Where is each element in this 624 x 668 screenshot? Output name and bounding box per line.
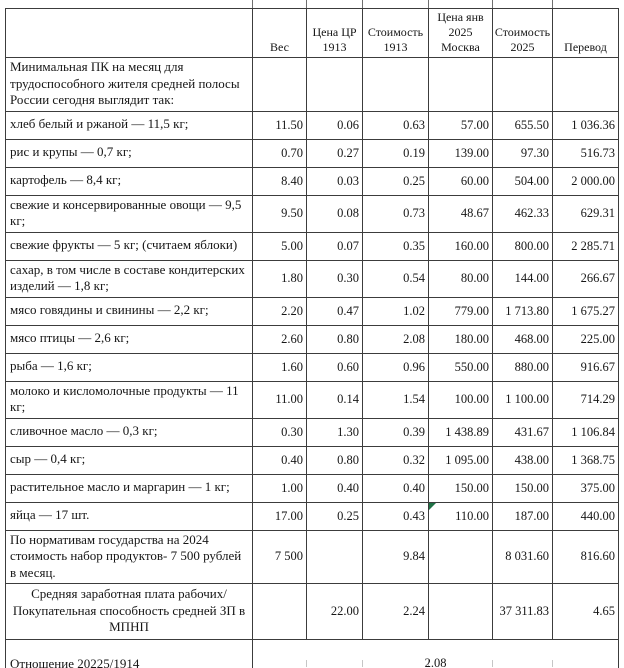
cell-text: 187.00 bbox=[514, 508, 549, 523]
cell-text: 0.60 bbox=[337, 359, 359, 374]
cena-cr-1913-cell bbox=[307, 584, 363, 640]
stoimost-2025-cell bbox=[493, 502, 553, 530]
cena-yanv-2025-moskva-cell bbox=[429, 232, 493, 260]
stoimost-2025-cell bbox=[493, 139, 553, 167]
cena-cr-1913-cell bbox=[307, 381, 363, 418]
ves-cell bbox=[253, 325, 307, 353]
table-row bbox=[6, 139, 619, 167]
cell-text: 266.67 bbox=[580, 271, 615, 285]
cena-cr-1913-cell bbox=[307, 232, 363, 260]
perevod-cell bbox=[553, 325, 619, 353]
cell-text: 0.25 bbox=[403, 173, 425, 188]
stoimost-1913-cell bbox=[363, 195, 429, 232]
perevod-cell bbox=[553, 260, 619, 297]
cell-text: 0.19 bbox=[403, 145, 425, 160]
cell-text: 2 000.00 bbox=[571, 173, 615, 188]
stoimost-1913-cell bbox=[363, 381, 429, 418]
cell-text: 0.08 bbox=[337, 206, 359, 220]
stoimost-2025-cell bbox=[493, 353, 553, 381]
cell-text: 225.00 bbox=[580, 331, 615, 346]
header-cell-ves: Вес bbox=[253, 9, 307, 58]
header-cell-cena-cr-1913: Цена ЦР 1913 bbox=[307, 9, 363, 58]
cell-text: 431.67 bbox=[514, 424, 549, 439]
cell-text: По нормативам государства на 2024 стоимость набор продуктов- 7 500 рублей в месяц. bbox=[10, 531, 242, 580]
perevod-cell bbox=[553, 195, 619, 232]
stoimost-2025-cell bbox=[493, 58, 553, 112]
cell-text: 1.80 bbox=[281, 271, 303, 285]
cell-text: 9.50 bbox=[281, 206, 303, 220]
ves-cell bbox=[253, 139, 307, 167]
cena-cr-1913-cell bbox=[307, 502, 363, 530]
cell-text: 1 713.80 bbox=[505, 303, 549, 318]
cena-cr-1913-cell bbox=[307, 139, 363, 167]
cell-text: 0.30 bbox=[337, 271, 359, 285]
stoimost-2025-cell bbox=[493, 474, 553, 502]
stoimost-1913-cell bbox=[363, 353, 429, 381]
cell-text: 110.00 bbox=[455, 508, 489, 523]
cena-cr-1913-cell bbox=[307, 446, 363, 474]
table-row bbox=[6, 353, 619, 381]
stoimost-2025-cell bbox=[493, 381, 553, 418]
cell-text: 0.35 bbox=[403, 238, 425, 253]
perevod-cell bbox=[553, 502, 619, 530]
cell-text: 0.07 bbox=[337, 238, 359, 253]
ves-cell bbox=[253, 167, 307, 195]
cell-text: 1.00 bbox=[281, 480, 303, 495]
cell-text: 180.00 bbox=[454, 331, 489, 346]
table-row bbox=[6, 474, 619, 502]
cell-text: 880.00 bbox=[514, 359, 549, 374]
product-label-cell bbox=[6, 474, 253, 502]
table-row bbox=[6, 584, 619, 640]
table-row bbox=[6, 325, 619, 353]
cell-text: 0.43 bbox=[403, 508, 425, 523]
cell-text: яйца — 17 шт. bbox=[10, 507, 90, 523]
perevod-cell bbox=[553, 474, 619, 502]
stoimost-1913-cell bbox=[363, 167, 429, 195]
cell-text: 438.00 bbox=[514, 452, 549, 467]
table-row bbox=[6, 418, 619, 446]
cell-text: 504.00 bbox=[514, 173, 549, 188]
cell-text: 0.96 bbox=[403, 359, 425, 374]
cena-yanv-2025-moskva-cell bbox=[429, 195, 493, 232]
ves-cell bbox=[253, 195, 307, 232]
cell-text: мясо говядины и свинины — 2,2 кг; bbox=[10, 302, 209, 318]
cell-text: молоко и кисломолочные продукты — 11 кг; bbox=[10, 382, 239, 414]
cell-text: 0.25 bbox=[337, 508, 359, 523]
cell-text: 48.67 bbox=[460, 206, 489, 220]
table-row bbox=[6, 111, 619, 139]
table-row bbox=[6, 260, 619, 297]
cell-text: 816.60 bbox=[580, 549, 615, 564]
stoimost-1913-cell bbox=[363, 111, 429, 139]
ves-cell bbox=[253, 446, 307, 474]
cell-text: 150.00 bbox=[514, 480, 549, 495]
product-label-cell bbox=[6, 58, 253, 112]
header-cell-perevod: Перевод bbox=[553, 9, 619, 58]
cell-text: картофель — 8,4 кг; bbox=[10, 172, 122, 188]
cell-text: 0.40 bbox=[403, 480, 425, 495]
cell-text: 11.00 bbox=[275, 392, 303, 406]
cell-text: 0.80 bbox=[337, 452, 359, 467]
cena-cr-1913-cell bbox=[307, 195, 363, 232]
ves-cell bbox=[253, 58, 307, 112]
cell-text: 550.00 bbox=[454, 359, 489, 374]
cell-text: 17.00 bbox=[274, 508, 303, 523]
cena-cr-1913-cell bbox=[307, 474, 363, 502]
table-row bbox=[6, 195, 619, 232]
product-label-cell bbox=[6, 381, 253, 418]
cell-text: 714.29 bbox=[580, 392, 615, 406]
product-label-cell bbox=[6, 502, 253, 530]
cell-text: 0.40 bbox=[281, 452, 303, 467]
stoimost-1913-cell bbox=[363, 232, 429, 260]
product-label-cell bbox=[6, 584, 253, 640]
perevod-cell bbox=[553, 232, 619, 260]
cell-text: 80.00 bbox=[460, 271, 489, 285]
cell-text: 0.39 bbox=[403, 424, 425, 439]
cell-text: растительное масло и маргарин — 1 кг; bbox=[10, 479, 230, 495]
stoimost-2025-cell bbox=[493, 111, 553, 139]
cell-text: 779.00 bbox=[454, 303, 489, 318]
perevod-cell bbox=[553, 167, 619, 195]
cena-cr-1913-cell bbox=[307, 353, 363, 381]
cena-yanv-2025-moskva-cell bbox=[429, 260, 493, 297]
cena-cr-1913-cell bbox=[307, 530, 363, 584]
cell-text: 1.30 bbox=[337, 424, 359, 439]
cena-cr-1913-cell bbox=[307, 325, 363, 353]
cell-text: 0.47 bbox=[337, 303, 359, 318]
cell-text: 139.00 bbox=[454, 145, 489, 160]
cell-text: 8 031.60 bbox=[505, 549, 549, 564]
cell-text: 0.14 bbox=[337, 392, 359, 406]
ves-cell bbox=[253, 353, 307, 381]
product-label-cell bbox=[6, 167, 253, 195]
cell-text: 11.50 bbox=[275, 117, 303, 132]
cell-text: 516.73 bbox=[580, 145, 615, 160]
cena-yanv-2025-moskva-cell bbox=[429, 502, 493, 530]
cell-text: 2.20 bbox=[281, 303, 303, 318]
ves-cell bbox=[253, 381, 307, 418]
product-label-cell bbox=[6, 325, 253, 353]
stoimost-2025-cell bbox=[493, 167, 553, 195]
stoimost-1913-cell bbox=[363, 418, 429, 446]
ves-cell bbox=[253, 232, 307, 260]
stoimost-1913-cell bbox=[363, 58, 429, 112]
cell-text: 2.08 bbox=[403, 331, 425, 346]
stoimost-1913-cell bbox=[363, 297, 429, 325]
cell-text: сахар, в том числе в составе кондитерских изделий — 1,8 кг; bbox=[10, 261, 245, 293]
stoimost-2025-cell bbox=[493, 195, 553, 232]
cell-text: 0.73 bbox=[403, 206, 425, 220]
perevod-cell bbox=[553, 353, 619, 381]
cell-text: мясо птицы — 2,6 кг; bbox=[10, 330, 130, 346]
stoimost-1913-cell bbox=[363, 325, 429, 353]
cena-yanv-2025-moskva-cell bbox=[429, 167, 493, 195]
cell-text: сливочное масло — 0,3 кг; bbox=[10, 423, 158, 439]
stoimost-2025-cell bbox=[493, 297, 553, 325]
product-label-cell bbox=[6, 232, 253, 260]
ves-cell bbox=[253, 260, 307, 297]
cena-yanv-2025-moskva-cell bbox=[429, 474, 493, 502]
stoimost-2025-cell bbox=[493, 325, 553, 353]
cena-cr-1913-cell bbox=[307, 167, 363, 195]
table-row bbox=[6, 167, 619, 195]
product-label-cell bbox=[6, 195, 253, 232]
cena-yanv-2025-moskva-cell bbox=[429, 325, 493, 353]
cell-text: 160.00 bbox=[454, 238, 489, 253]
cell-text: 468.00 bbox=[514, 331, 549, 346]
cell-text: 57.00 bbox=[460, 117, 489, 132]
ves-cell bbox=[253, 474, 307, 502]
ratio-value-cell: 2.08 bbox=[253, 640, 619, 668]
cell-text: 0.27 bbox=[337, 145, 359, 160]
consumer-basket-table bbox=[5, 8, 619, 668]
stoimost-1913-cell bbox=[363, 584, 429, 640]
cell-text: 100.00 bbox=[454, 392, 489, 406]
cell-text: 9.84 bbox=[403, 549, 425, 564]
stoimost-1913-cell bbox=[363, 474, 429, 502]
ves-cell bbox=[253, 584, 307, 640]
perevod-cell bbox=[553, 446, 619, 474]
cell-text: 1 675.27 bbox=[571, 303, 615, 318]
cena-cr-1913-cell bbox=[307, 58, 363, 112]
cell-text: 22.00 bbox=[330, 604, 359, 618]
cell-text: 7 500 bbox=[274, 549, 303, 564]
ves-cell bbox=[253, 502, 307, 530]
perevod-cell bbox=[553, 297, 619, 325]
perevod-cell bbox=[553, 584, 619, 640]
cell-text: рис и крупы — 0,7 кг; bbox=[10, 144, 132, 160]
ves-cell bbox=[253, 530, 307, 584]
stoimost-1913-cell bbox=[363, 530, 429, 584]
cell-text: 462.33 bbox=[514, 206, 549, 220]
perevod-cell bbox=[553, 111, 619, 139]
cell-text: свежие фрукты — 5 кг; (считаем яблоки) bbox=[10, 237, 238, 253]
stoimost-2025-cell bbox=[493, 260, 553, 297]
cell-text: 1 438.89 bbox=[445, 424, 489, 439]
cena-yanv-2025-moskva-cell bbox=[429, 297, 493, 325]
ves-cell bbox=[253, 297, 307, 325]
header-cell-blank bbox=[6, 9, 253, 58]
comment-flag-icon bbox=[429, 503, 436, 510]
cell-text: свежие и консервированные овощи — 9,5 кг; bbox=[10, 196, 242, 228]
cell-text: 144.00 bbox=[514, 271, 549, 285]
table-row bbox=[6, 530, 619, 584]
cell-text: 1 036.36 bbox=[571, 117, 615, 132]
cell-text: 2.24 bbox=[403, 604, 425, 618]
stoimost-2025-cell bbox=[493, 418, 553, 446]
stoimost-2025-cell bbox=[493, 446, 553, 474]
cell-text: 0.40 bbox=[337, 480, 359, 495]
cell-text: Средняя заработная плата рабочих/Покупательная способность средней ЗП в МПНП bbox=[12, 586, 246, 635]
product-label-cell bbox=[6, 353, 253, 381]
cell-text: 440.00 bbox=[580, 508, 615, 523]
cell-text: 0.03 bbox=[337, 173, 359, 188]
cell-text: 150.00 bbox=[454, 480, 489, 495]
perevod-cell bbox=[553, 530, 619, 584]
cell-text: 60.00 bbox=[460, 173, 489, 188]
cell-text: Минимальная ПК на месяц для трудоспособного жителя средней полосы России сегодня выглядит так: bbox=[10, 59, 240, 107]
header-cell-stoimost-2025: Стоимость 2025 bbox=[493, 9, 553, 58]
cell-text: хлеб белый и ржаной — 11,5 кг; bbox=[10, 116, 189, 132]
cell-text: рыба — 1,6 кг; bbox=[10, 358, 92, 374]
stoimost-2025-cell bbox=[493, 530, 553, 584]
cena-cr-1913-cell bbox=[307, 260, 363, 297]
cena-yanv-2025-moskva-cell bbox=[429, 139, 493, 167]
table-row bbox=[6, 502, 619, 530]
cell-text: 5.00 bbox=[281, 238, 303, 253]
cena-yanv-2025-moskva-cell bbox=[429, 584, 493, 640]
cell-text: 37 311.83 bbox=[499, 604, 549, 618]
cena-yanv-2025-moskva-cell bbox=[429, 530, 493, 584]
cell-text: 0.06 bbox=[337, 117, 359, 132]
product-label-cell bbox=[6, 297, 253, 325]
cell-text: 0.32 bbox=[403, 452, 425, 467]
cena-cr-1913-cell bbox=[307, 418, 363, 446]
cell-text: 0.70 bbox=[281, 145, 303, 160]
cell-text: 0.63 bbox=[403, 117, 425, 132]
stoimost-1913-cell bbox=[363, 260, 429, 297]
table-row bbox=[6, 381, 619, 418]
cell-text: 1 368.75 bbox=[571, 452, 615, 467]
cell-text: 1 100.00 bbox=[505, 392, 549, 406]
cell-text: 0.80 bbox=[337, 331, 359, 346]
cell-text: 375.00 bbox=[580, 480, 615, 495]
perevod-cell bbox=[553, 381, 619, 418]
cena-yanv-2025-moskva-cell bbox=[429, 111, 493, 139]
product-label-cell bbox=[6, 260, 253, 297]
cell-text: 1.60 bbox=[281, 359, 303, 374]
cell-text: 0.54 bbox=[403, 271, 425, 285]
cena-cr-1913-cell bbox=[307, 297, 363, 325]
stoimost-1913-cell bbox=[363, 446, 429, 474]
product-label-cell bbox=[6, 139, 253, 167]
cena-cr-1913-cell bbox=[307, 111, 363, 139]
ratio-row bbox=[6, 640, 619, 668]
stoimost-2025-cell bbox=[493, 584, 553, 640]
cena-yanv-2025-moskva-cell bbox=[429, 381, 493, 418]
cell-text: 655.50 bbox=[514, 117, 549, 132]
table-row bbox=[6, 232, 619, 260]
perevod-cell bbox=[553, 418, 619, 446]
cell-text: 2.60 bbox=[281, 331, 303, 346]
stoimost-2025-cell bbox=[493, 232, 553, 260]
cell-text: 800.00 bbox=[514, 238, 549, 253]
header-cell-cena-yanv-2025-moskva: Цена янв 2025 Москва bbox=[429, 9, 493, 58]
perevod-cell bbox=[553, 58, 619, 112]
header-cell-stoimost-1913: Стоимость 1913 bbox=[363, 9, 429, 58]
cell-text: 2 285.71 bbox=[571, 238, 615, 253]
cell-text: 1.54 bbox=[403, 392, 425, 406]
product-label-cell bbox=[6, 418, 253, 446]
product-label-cell bbox=[6, 446, 253, 474]
cell-text: 0.30 bbox=[281, 424, 303, 439]
cena-yanv-2025-moskva-cell bbox=[429, 418, 493, 446]
table-row bbox=[6, 58, 619, 112]
table-row bbox=[6, 297, 619, 325]
ves-cell bbox=[253, 111, 307, 139]
product-label-cell bbox=[6, 530, 253, 584]
cell-text: 8.40 bbox=[281, 173, 303, 188]
cell-text: 916.67 bbox=[580, 359, 615, 374]
cell-text: 97.30 bbox=[520, 145, 549, 160]
table-header-row bbox=[6, 9, 619, 58]
cell-text: 4.65 bbox=[593, 604, 615, 618]
stoimost-1913-cell bbox=[363, 502, 429, 530]
cell-text: 629.31 bbox=[580, 206, 615, 220]
cell-text: 1.02 bbox=[403, 303, 425, 318]
table-row bbox=[6, 446, 619, 474]
stoimost-1913-cell bbox=[363, 139, 429, 167]
ratio-label-cell: Отношение 20225/1914 bbox=[6, 640, 253, 668]
cell-text: 1 095.00 bbox=[445, 452, 489, 467]
cell-text: сыр — 0,4 кг; bbox=[10, 451, 86, 467]
cell-text: 1 106.84 bbox=[571, 424, 615, 439]
cena-yanv-2025-moskva-cell bbox=[429, 353, 493, 381]
ves-cell bbox=[253, 418, 307, 446]
cena-yanv-2025-moskva-cell bbox=[429, 446, 493, 474]
cena-yanv-2025-moskva-cell bbox=[429, 58, 493, 112]
product-label-cell bbox=[6, 111, 253, 139]
perevod-cell bbox=[553, 139, 619, 167]
